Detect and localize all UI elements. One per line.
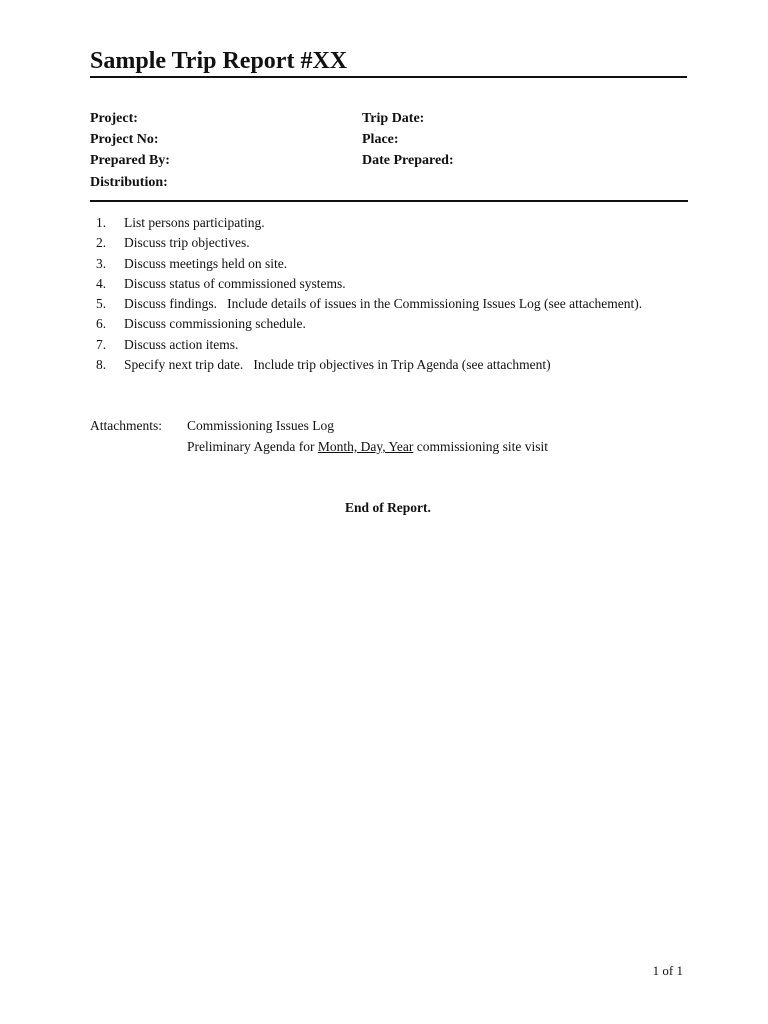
project-label: Project: [90,111,138,126]
list-item [90,274,642,294]
item-text: Discuss trip objectives. [124,235,250,251]
agenda-date-placeholder: Month, Day, Year [317,439,414,454]
item-number: 8. [96,357,107,373]
report-title: Sample Trip Report #XX [90,46,687,78]
list-item [90,233,642,253]
attachment-agenda [187,437,548,457]
item-number: 2. [96,235,107,251]
agenda-prefix: Preliminary Agenda for [187,439,318,454]
report-items-list [90,213,642,375]
item-text: Discuss action items. [124,336,239,352]
attachment-issues-log: Commissioning Issues Log [187,418,335,433]
header-divider [90,200,688,202]
item-text: Discuss meetings held on site. [124,255,288,271]
agenda-suffix: commissioning site visit [413,439,548,454]
list-item [90,335,642,355]
list-item [90,213,642,233]
item-text: Discuss commissioning schedule. [124,316,306,332]
page-number: 1 of 1 [652,963,683,978]
item-number: 5. [96,296,107,312]
item-text: Discuss findings. Include details of issues in the Commissioning Issues Log (see attachement). [124,296,643,312]
item-text: Specify next trip date. Include trip objectives in Trip Agenda (see attachment) [124,357,551,373]
list-item [90,254,642,274]
item-text: Discuss status of commissioned systems. [124,275,346,291]
item-number: 3. [96,255,107,271]
date-prepared-label: Date Prepared: [362,153,454,168]
item-number: 6. [96,316,107,332]
item-number: 4. [96,275,107,291]
item-number: 7. [96,336,107,352]
trip-date-label: Trip Date: [362,111,425,126]
item-text: List persons participating. [124,215,265,230]
list-item [90,314,642,334]
distribution-label: Distribution: [90,175,168,190]
place-label: Place: [362,132,399,147]
attachments-label: Attachments: [90,418,162,433]
prepared-by-label: Prepared By: [90,153,170,168]
list-item [90,294,642,314]
end-of-report: End of Report. [345,500,431,515]
item-number: 1. [96,215,107,230]
project-no-label: Project No: [90,132,159,147]
list-item [90,355,642,375]
